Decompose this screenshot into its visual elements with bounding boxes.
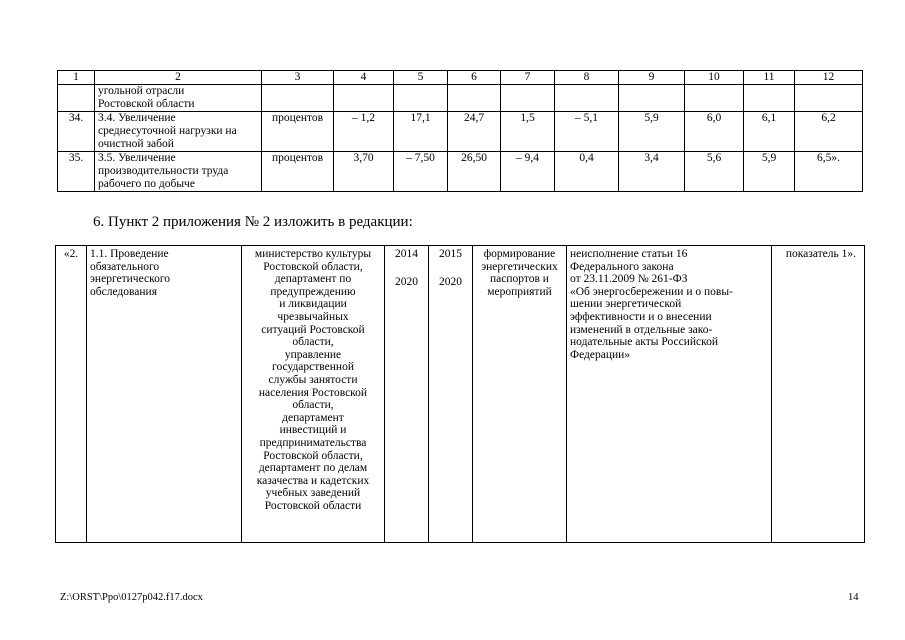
value-cell: 6,1 [744, 112, 795, 152]
measures-table [55, 245, 865, 543]
indicator-cell: показатель 1». [772, 246, 865, 543]
executors-cell: министерство культуры Ростовской области, департамент по предупреждению и ликвидации чрезвычайных ситуаций Ростовской области, управление государственной службы занятости населения Ростовской области, департамент инвестиций и предпринимательства Ростовской области, департамент по делам казачества и кадетских учебных заведений Ростовской области [242, 246, 385, 543]
row-number: 35. [58, 152, 95, 192]
header-cell: 3 [262, 71, 334, 85]
header-cell: 1 [58, 71, 95, 85]
table-header-row [58, 71, 863, 85]
value-cell: 0,4 [555, 152, 619, 192]
consequence-cell: неисполнение статьи 16 Федерального закона от 23.11.2009 № 261-ФЗ «Об энергосбережении и о повы- шении энергетической эффективности и о внесении изменений в отдельные зако- нодательные акты Российской Федерации» [567, 246, 772, 543]
unit-cell: процентов [262, 112, 334, 152]
header-cell: 5 [394, 71, 448, 85]
header-cell: 6 [448, 71, 501, 85]
value-cell: – 5,1 [555, 112, 619, 152]
table-row [58, 112, 863, 152]
value-cell: 3,4 [619, 152, 685, 192]
table-row [58, 152, 863, 192]
start-year-cell: 2014 2020 [385, 246, 429, 543]
header-cell: 9 [619, 71, 685, 85]
indicators-table [57, 70, 863, 192]
value-cell: 24,7 [448, 112, 501, 152]
end-year-cell: 2015 2020 [429, 246, 473, 543]
section-heading: 6. Пункт 2 приложения № 2 изложить в редакции: [93, 214, 413, 230]
header-cell: 11 [744, 71, 795, 85]
value-cell: 1,5 [501, 112, 555, 152]
result-cell: формирование энергетических паспортов и мероприятий [473, 246, 567, 543]
table-row-continuation [58, 85, 863, 112]
indicator-name: угольной отрасли Ростовской области [95, 85, 262, 112]
row-number: «2. [56, 246, 87, 543]
indicator-name: 3.5. Увеличение производительности труда рабочего по добыче [95, 152, 262, 192]
indicator-name: 3.4. Увеличение среднесуточной нагрузки на очистной забой [95, 112, 262, 152]
value-cell: – 1,2 [334, 112, 394, 152]
value-cell: 6,2 [795, 112, 863, 152]
value-cell: 17,1 [394, 112, 448, 152]
header-cell: 7 [501, 71, 555, 85]
file-path: Z:\ORST\Ppo\0127p042.f17.docx [60, 592, 203, 603]
value-cell: – 7,50 [394, 152, 448, 192]
measure-name: 1.1. Проведение обязательного энергетического обследования [87, 246, 242, 543]
row-number: 34. [58, 112, 95, 152]
value-cell: 26,50 [448, 152, 501, 192]
value-cell: 5,9 [744, 152, 795, 192]
value-cell: – 9,4 [501, 152, 555, 192]
unit-cell: процентов [262, 152, 334, 192]
header-cell: 8 [555, 71, 619, 85]
header-cell: 4 [334, 71, 394, 85]
value-cell: 6,5». [795, 152, 863, 192]
value-cell: 3,70 [334, 152, 394, 192]
value-cell: 5,9 [619, 112, 685, 152]
header-cell: 12 [795, 71, 863, 85]
header-cell: 2 [95, 71, 262, 85]
value-cell: 6,0 [685, 112, 744, 152]
table-row [56, 246, 865, 543]
header-cell: 10 [685, 71, 744, 85]
page-number: 14 [848, 592, 859, 603]
value-cell: 5,6 [685, 152, 744, 192]
